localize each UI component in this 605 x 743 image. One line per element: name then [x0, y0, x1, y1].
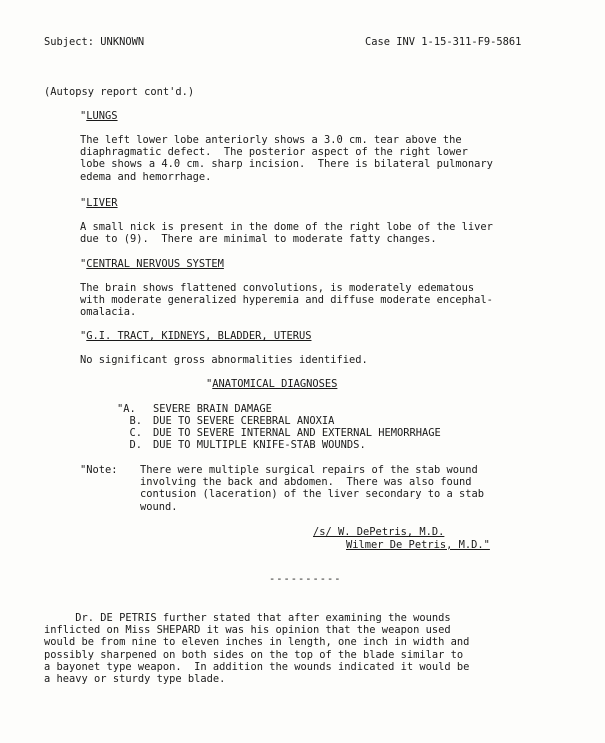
- diagnoses-heading: "ANATOMICAL DIAGNOSES: [206, 378, 338, 390]
- section-body-liver: [80, 221, 580, 245]
- text-line: No significant gross abnormalities identified.: [80, 354, 368, 366]
- text-line: A small nick is present in the dome of the right lobe of the liver: [80, 221, 493, 233]
- divider: ----------: [269, 573, 342, 585]
- case-number: Case INV 1-15-311-F9-5861: [365, 36, 522, 48]
- text-line: with moderate generalized hyperemia and diffuse moderate encephal-: [80, 294, 493, 307]
- subject-line: Subject: UNKNOWN: [44, 36, 145, 48]
- text-line: possibly sharpened on both sides on the top of the blade similar to: [44, 648, 464, 661]
- text-line: Dr. DE PETRIS further stated that after examining the wounds: [44, 612, 451, 624]
- closing-paragraph: [44, 612, 469, 685]
- text-line: contusion (laceration) of the liver secondary to a stab: [140, 488, 485, 501]
- list-item: C. DUE TO SEVERE INTERNAL AND EXTERNAL HEMORRHAGE: [117, 427, 441, 440]
- continuation-note: (Autopsy report cont'd.): [44, 86, 195, 98]
- text-line: omalacia.: [80, 306, 137, 319]
- section-heading-liver: "LIVER: [80, 197, 118, 209]
- text-line: wound.: [140, 500, 178, 513]
- text-line: diaphragmatic defect. The posterior aspect of the right lower: [80, 146, 468, 159]
- note-block: [80, 464, 484, 513]
- text-line: due to (9). There are minimal to moderate fatty changes.: [80, 233, 437, 246]
- signature-block: [313, 526, 490, 551]
- signature-line: /s/ W. DePetris, M.D.: [313, 526, 445, 538]
- text-line: lobe shows a 4.0 cm. sharp incision. There is bilateral pulmonary: [80, 158, 493, 171]
- text-line: a heavy or sturdy type blade.: [44, 673, 226, 686]
- diagnoses-list: [117, 403, 441, 451]
- text-line: would be from nine to eleven inches in length, one inch in width and: [44, 636, 470, 649]
- note-label: "Note:: [80, 464, 118, 476]
- text-line: a bayonet type weapon. In addition the wounds indicated it would be: [44, 660, 470, 673]
- list-item: "A. SEVERE BRAIN DAMAGE: [117, 403, 272, 415]
- section-heading-cns: "CENTRAL NERVOUS SYSTEM: [80, 258, 224, 270]
- section-body-lungs: [80, 134, 580, 183]
- text-line: There were multiple surgical repairs of the stab wound: [140, 464, 478, 476]
- section-heading-gi: "G.I. TRACT, KIDNEYS, BLADDER, UTERUS: [80, 330, 312, 342]
- text-line: involving the back and abdomen. There was also found: [140, 476, 472, 489]
- text-line: edema and hemorrhage.: [80, 170, 212, 183]
- text-line: inflicted on Miss SHEPARD it was his opinion that the weapon used: [44, 624, 451, 637]
- section-body-gi: [80, 354, 580, 366]
- text-line: The brain shows flattened convolutions, is moderately edematous: [80, 282, 475, 294]
- text-line: The left lower lobe anteriorly shows a 3.0 cm. tear above the: [80, 134, 462, 146]
- list-item: D. DUE TO MULTIPLE KNIFE-STAB WOUNDS.: [117, 439, 366, 452]
- signature-name: Wilmer De Petris, M.D.": [346, 538, 490, 551]
- list-item: B. DUE TO SEVERE CEREBRAL ANOXIA: [117, 415, 335, 428]
- section-heading-lungs: "LUNGS: [80, 110, 118, 122]
- section-body-cns: [80, 282, 580, 319]
